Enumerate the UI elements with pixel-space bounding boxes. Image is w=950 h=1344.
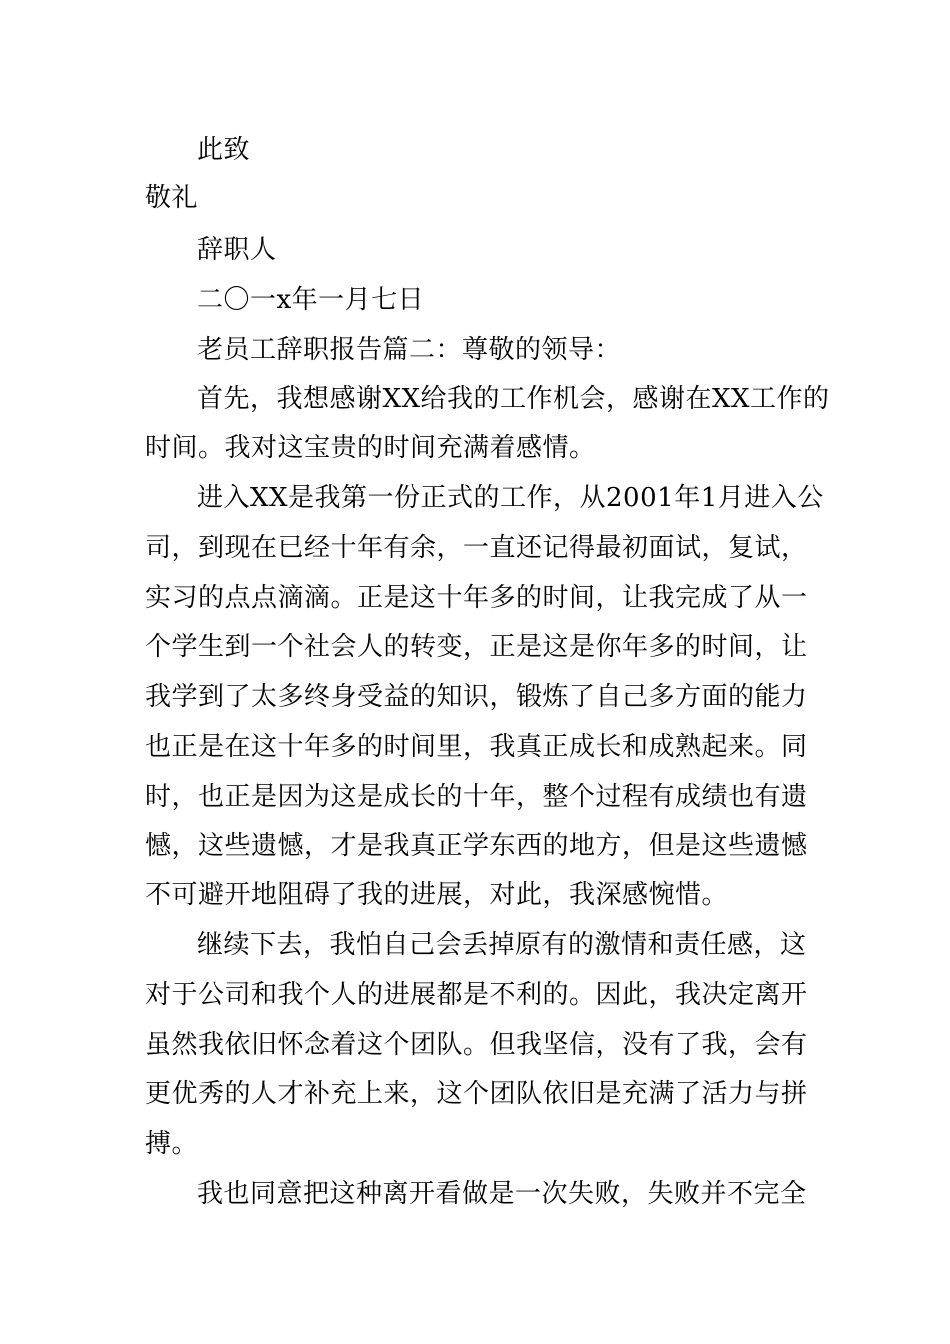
paragraph-line: 进入XX是我第一份正式的工作，从2001年1月进入公 bbox=[197, 483, 824, 513]
signature-date: 二〇一x年一月七日 bbox=[197, 285, 425, 315]
paragraph-line: 不可避开地阻碍了我的进展，对此，我深感惋惜。 bbox=[145, 880, 729, 910]
paragraph-line: 我也同意把这种离开看做是一次失败，失败并不完全 bbox=[197, 1179, 807, 1209]
paragraph-line: 更优秀的人才补充上来，这个团队依旧是充满了活力与拼 bbox=[145, 1079, 808, 1109]
closing-regards: 敬礼 bbox=[145, 183, 199, 213]
signer-label: 辞职人 bbox=[197, 235, 277, 265]
paragraph-line: 首先，我想感谢XX给我的工作机会，感谢在XX工作的 bbox=[197, 384, 830, 414]
paragraph-line: 搏。 bbox=[145, 1129, 199, 1159]
section-heading: 老员工辞职报告篇二：尊敬的领导： bbox=[197, 335, 622, 365]
paragraph-line: 时间。我对这宝贵的时间充满着感情。 bbox=[145, 433, 596, 463]
paragraph-line: 时，也正是因为这是成长的十年，整个过程有成绩也有遗 bbox=[145, 782, 808, 812]
paragraph-line: 个学生到一个社会人的转变，正是这是你年多的时间，让 bbox=[145, 632, 808, 662]
paragraph-line: 继续下去，我怕自己会丢掉原有的激情和责任感，这 bbox=[197, 930, 807, 960]
paragraph-line: 憾，这些遗憾，才是我真正学东西的地方，但是这些遗憾 bbox=[145, 831, 808, 861]
paragraph-line: 实习的点点滴滴。正是这十年多的时间，让我完成了从一 bbox=[145, 583, 808, 613]
paragraph-line: 对于公司和我个人的进展都是不利的。因此，我决定离开 bbox=[145, 980, 808, 1010]
paragraph-line: 也正是在这十年多的时间里，我真正成长和成熟起来。同 bbox=[145, 732, 808, 762]
paragraph-line: 司，到现在已经十年有余，一直还记得最初面试，复试， bbox=[145, 533, 808, 563]
paragraph-line: 我学到了太多终身受益的知识，锻炼了自己多方面的能力 bbox=[145, 682, 808, 712]
closing-salutation: 此致 bbox=[197, 135, 251, 165]
paragraph-line: 虽然我依旧怀念着这个团队。但我坚信，没有了我，会有 bbox=[145, 1030, 808, 1060]
